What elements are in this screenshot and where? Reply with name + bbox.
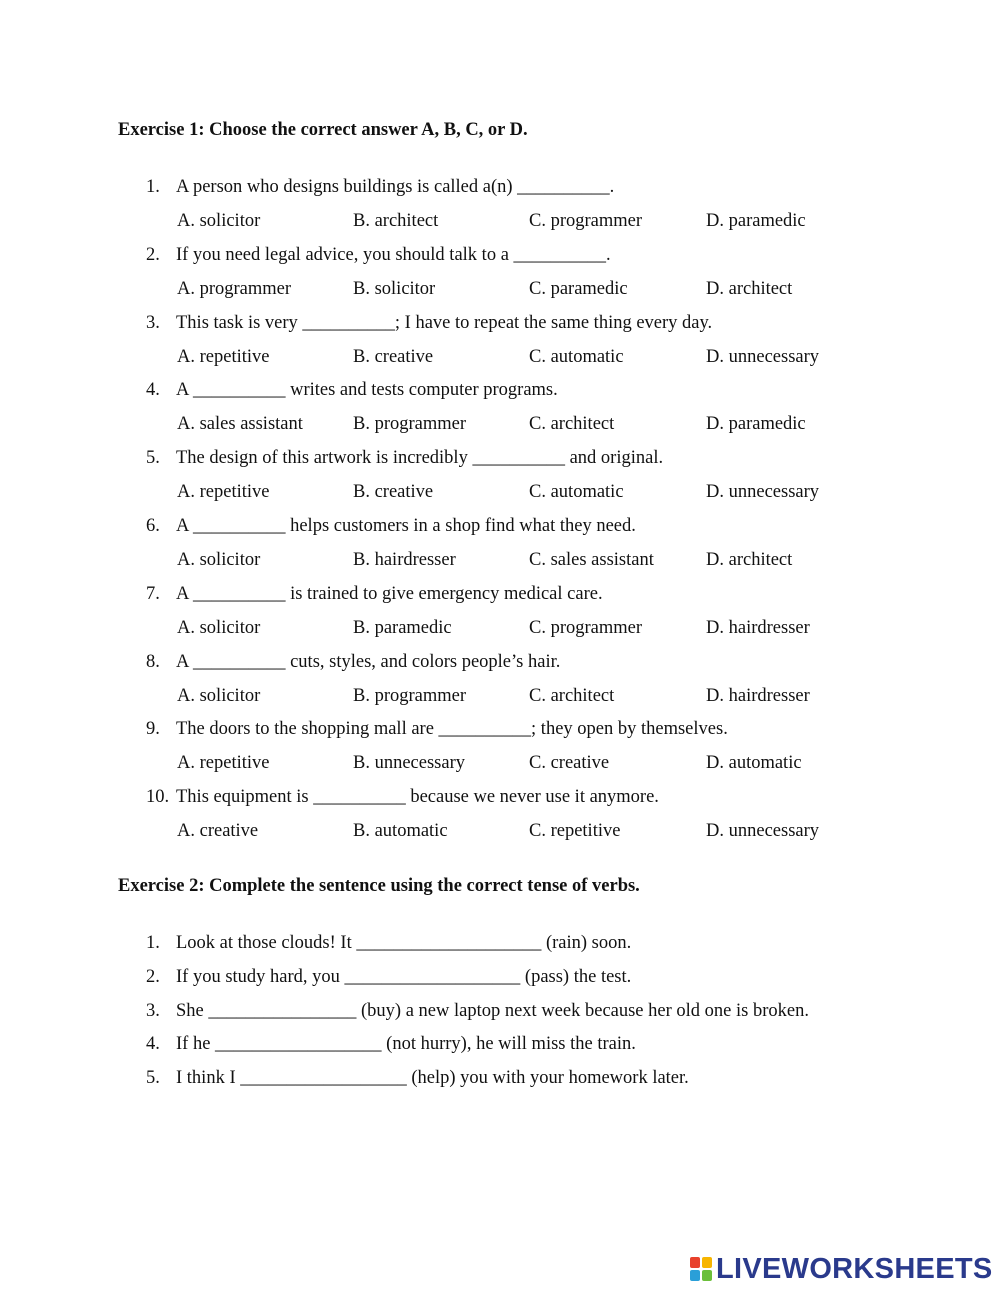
sentence-2: [146, 966, 631, 988]
question-2-option-d[interactable]: D. architect: [706, 278, 793, 299]
question-7-option-b[interactable]: B. paramedic: [353, 617, 452, 638]
question-7: [146, 583, 603, 605]
sentence-3: [146, 1000, 809, 1022]
question-number: 3.: [146, 312, 160, 333]
question-8-option-c[interactable]: C. architect: [529, 685, 615, 706]
question-3: [146, 312, 712, 334]
question-10: [146, 786, 659, 808]
sentence-4: [146, 1033, 636, 1055]
question-1-option-a[interactable]: A. solicitor: [177, 211, 261, 231]
question-number: 7.: [146, 583, 160, 604]
question-text: A person who designs buildings is called a(n) __________.: [176, 177, 615, 197]
question-number: 1.: [146, 177, 160, 197]
question-1-option-c[interactable]: C. programmer: [529, 211, 643, 231]
question-5-option-a[interactable]: A. repetitive: [177, 482, 270, 503]
question-7-option-a[interactable]: A. solicitor: [177, 617, 261, 638]
question-7-option-c[interactable]: C. programmer: [529, 617, 643, 638]
question-7-option-d[interactable]: D. hairdresser: [706, 617, 810, 638]
liveworksheets-brand-text: LIVEWORKSHEETS: [716, 1253, 993, 1285]
question-8-option-b[interactable]: B. programmer: [353, 685, 467, 706]
question-3-option-c[interactable]: C. automatic: [529, 346, 624, 367]
question-4-option-d[interactable]: D. paramedic: [706, 414, 806, 435]
question-10-option-a[interactable]: A. creative: [177, 821, 259, 842]
question-1-option-d[interactable]: D. paramedic: [706, 211, 806, 231]
question-number: 10.: [146, 787, 170, 808]
sentence-number: 2.: [146, 966, 160, 987]
question-text: The design of this artwork is incredibly __________ and original.: [176, 448, 664, 469]
question-1-option-b[interactable]: B. architect: [353, 211, 439, 231]
question-8-option-a[interactable]: A. solicitor: [177, 685, 261, 706]
question-4-option-a[interactable]: A. sales assistant: [177, 414, 303, 435]
question-6-option-c[interactable]: C. sales assistant: [529, 550, 654, 570]
question-2: [146, 244, 611, 266]
question-6-option-b[interactable]: B. hairdresser: [353, 550, 456, 570]
question-6-option-d[interactable]: D. architect: [706, 550, 793, 570]
logo-square: [702, 1257, 712, 1268]
question-9-option-d[interactable]: D. automatic: [706, 753, 802, 774]
sentence-1: [146, 932, 631, 954]
question-4-option-c[interactable]: C. architect: [529, 414, 615, 435]
question-5-option-d[interactable]: D. unnecessary: [706, 482, 820, 503]
question-3-option-a[interactable]: A. repetitive: [177, 346, 270, 367]
sentence-text[interactable]: If you study hard, you ___________________ (pass) the test.: [176, 966, 632, 987]
question-text: A __________ is trained to give emergency medical care.: [176, 583, 603, 604]
question-2-option-b[interactable]: B. solicitor: [353, 278, 436, 299]
question-number: 9.: [146, 719, 160, 740]
question-5-option-c[interactable]: C. automatic: [529, 482, 624, 503]
question-2-option-a[interactable]: A. programmer: [177, 278, 292, 299]
question-text: A __________ writes and tests computer programs.: [176, 380, 558, 401]
question-text: A __________ cuts, styles, and colors people’s hair.: [176, 651, 561, 672]
sentence-text[interactable]: If he __________________ (not hurry), he will miss the train.: [176, 1034, 636, 1055]
question-6-option-a[interactable]: A. solicitor: [177, 550, 261, 570]
question-4-option-b[interactable]: B. programmer: [353, 414, 467, 435]
question-9-option-c[interactable]: C. creative: [529, 753, 610, 774]
question-text: This task is very __________; I have to repeat the same thing every day.: [176, 312, 713, 333]
question-text: A __________ helps customers in a shop find what they need.: [176, 516, 636, 536]
sentence-text[interactable]: Look at those clouds! It ____________________ (rain) soon.: [176, 933, 632, 953]
exercise2-title: Exercise 2: Complete the sentence using the correct tense of verbs.: [118, 876, 640, 896]
sentence-number: 1.: [146, 933, 160, 953]
question-10-option-b[interactable]: B. automatic: [353, 821, 448, 842]
question-9-option-b[interactable]: B. unnecessary: [353, 753, 465, 774]
question-number: 4.: [146, 380, 160, 401]
logo-square: [702, 1270, 712, 1281]
question-text: This equipment is __________ because we never use it anymore.: [176, 787, 659, 808]
question-10-option-c[interactable]: C. repetitive: [529, 821, 621, 842]
sentence-text[interactable]: She ________________ (buy) a new laptop next week because her old one is broken.: [176, 1000, 809, 1021]
exercise1-title: Exercise 1: Choose the correct answer A, B, C, or D.: [118, 120, 528, 140]
question-number: 2.: [146, 244, 160, 265]
sentence-text[interactable]: I think I __________________ (help) you with your homework later.: [176, 1068, 689, 1089]
question-text: The doors to the shopping mall are __________; they open by themselves.: [176, 719, 728, 740]
sentence-number: 4.: [146, 1034, 160, 1055]
question-6: [146, 515, 636, 537]
question-5-option-b[interactable]: B. creative: [353, 482, 434, 503]
question-5: [146, 447, 663, 469]
question-3-option-d[interactable]: D. unnecessary: [706, 346, 820, 367]
question-2-option-c[interactable]: C. paramedic: [529, 278, 628, 299]
liveworksheets-logo-icon: [690, 1257, 712, 1281]
question-number: 8.: [146, 651, 160, 672]
logo-square: [690, 1257, 700, 1268]
question-9: [146, 718, 728, 740]
sentence-number: 5.: [146, 1068, 160, 1089]
question-4: [146, 379, 558, 401]
question-8: [146, 651, 560, 673]
question-text: If you need legal advice, you should talk to a __________.: [176, 244, 611, 265]
liveworksheets-logo: [690, 1254, 993, 1284]
question-9-option-a[interactable]: A. repetitive: [177, 753, 270, 774]
question-number: 5.: [146, 448, 160, 469]
question-number: 6.: [146, 516, 160, 536]
question-3-option-b[interactable]: B. creative: [353, 346, 434, 367]
question-8-option-d[interactable]: D. hairdresser: [706, 685, 810, 706]
question-1: [146, 176, 614, 198]
sentence-5: [146, 1067, 689, 1089]
question-10-option-d[interactable]: D. unnecessary: [706, 821, 820, 842]
sentence-number: 3.: [146, 1000, 160, 1021]
logo-square: [690, 1270, 700, 1281]
